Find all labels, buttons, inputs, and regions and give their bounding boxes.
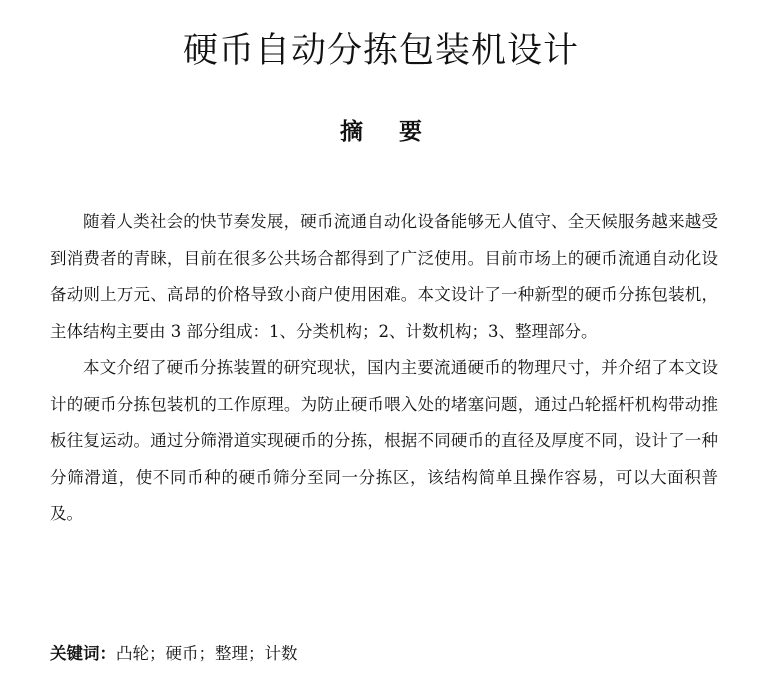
document-title: 硬币自动分拣包装机设计 xyxy=(182,31,579,71)
abstract-heading: 摘 要 xyxy=(339,119,436,145)
abstract-paragraph-1: 随着人类社会的快节奏发展，硬币流通自动化设备能够无人值守、全天候服务越来越受到消费者的青睐，目前在很多公共场合都得到了广泛使用。目前市场上的硬币流通自动化设备动则上万元、高昂的价格导致小商户使用困难。本文设计了一种新型的硬币分拣包装机，主体结构主要由 3 部分组成：1、分类机构；2、计数机构；3、整理部分。 xyxy=(50,212,718,341)
keywords-label: 关键词： xyxy=(50,644,116,663)
keywords-line xyxy=(50,639,718,669)
abstract-paragraph-2: 本文介绍了硬币分拣装置的研究现状，国内主要流通硬币的物理尺寸，并介绍了本文设计的硬币分拣包装机的工作原理。为防止硬币喂入处的堵塞问题，通过凸轮摇杆机构带动推板往复运动。通过分筛滑道实现硬币的分拣，根据不同硬币的直径及厚度不同，设计了一种分筛滑道，使不同币种的硬币筛分至同一分拣区，该结构简单且操作容易，可以大面积普及。 xyxy=(50,358,718,523)
keywords-value: 凸轮；硬币；整理；计数 xyxy=(116,644,298,663)
abstract-body xyxy=(50,204,718,533)
